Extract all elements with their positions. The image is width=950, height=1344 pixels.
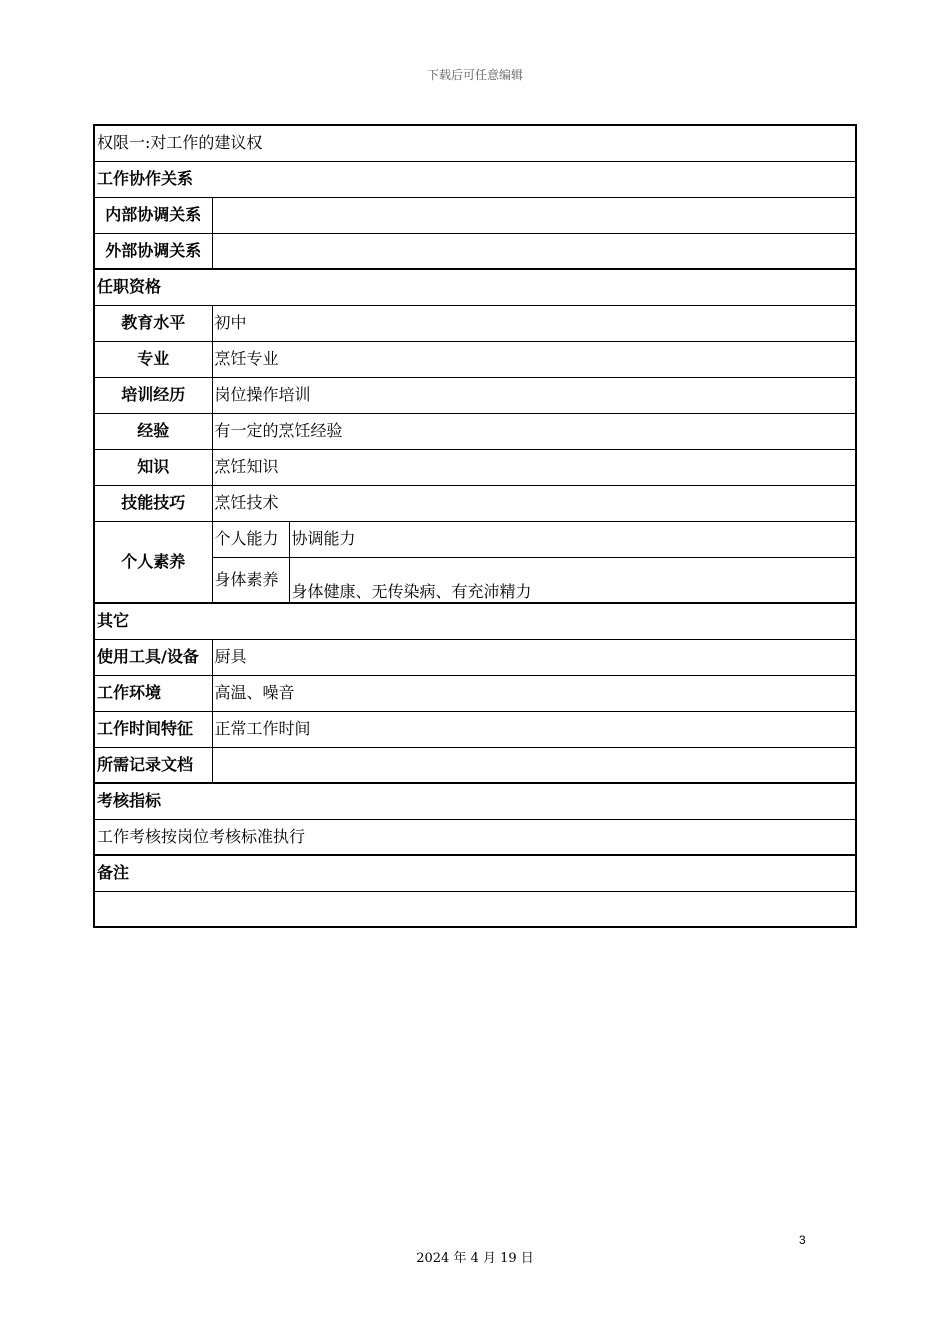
records-label: 所需记录文档 — [94, 747, 212, 783]
skills-value: 烹饪技术 — [212, 485, 856, 521]
experience-value: 有一定的烹饪经验 — [212, 413, 856, 449]
remarks-text — [94, 891, 856, 927]
tools-value: 厨具 — [212, 639, 856, 675]
work-time-label: 工作时间特征 — [94, 711, 212, 747]
knowledge-value: 烹饪知识 — [212, 449, 856, 485]
authority-line: 权限一:对工作的建议权 — [94, 125, 856, 161]
experience-label: 经验 — [94, 413, 212, 449]
page-number: 3 — [799, 1233, 806, 1247]
section-work-relations: 工作协作关系 — [94, 161, 856, 197]
knowledge-label: 知识 — [94, 449, 212, 485]
education-label: 教育水平 — [94, 305, 212, 341]
skills-label: 技能技巧 — [94, 485, 212, 521]
assessment-text: 工作考核按岗位考核标准执行 — [94, 819, 856, 855]
personal-quality-label: 个人素养 — [94, 521, 212, 603]
environment-label: 工作环境 — [94, 675, 212, 711]
internal-relations-label: 内部协调关系 — [94, 197, 212, 233]
environment-value: 高温、噪音 — [212, 675, 856, 711]
personal-ability-value: 协调能力 — [289, 521, 856, 557]
section-other: 其它 — [94, 603, 856, 639]
section-remarks: 备注 — [94, 855, 856, 891]
job-description-table — [93, 124, 857, 928]
records-value — [212, 747, 856, 783]
major-value: 烹饪专业 — [212, 341, 856, 377]
work-time-value: 正常工作时间 — [212, 711, 856, 747]
internal-relations-value — [212, 197, 856, 233]
physical-quality-value: 身体健康、无传染病、有充沛精力 — [289, 557, 856, 603]
training-value: 岗位操作培训 — [212, 377, 856, 413]
major-label: 专业 — [94, 341, 212, 377]
training-label: 培训经历 — [94, 377, 212, 413]
personal-ability-label: 个人能力 — [212, 521, 289, 557]
physical-quality-label: 身体素养 — [212, 557, 289, 603]
external-relations-value — [212, 233, 856, 269]
header-note: 下载后可任意编辑 — [426, 68, 523, 82]
education-value: 初中 — [212, 305, 856, 341]
section-qualifications: 任职资格 — [94, 269, 856, 305]
external-relations-label: 外部协调关系 — [94, 233, 212, 269]
tools-label: 使用工具/设备 — [94, 639, 212, 675]
section-assessment: 考核指标 — [94, 783, 856, 819]
date-footer: 2024 年 4 月 19 日 — [416, 1251, 534, 1266]
